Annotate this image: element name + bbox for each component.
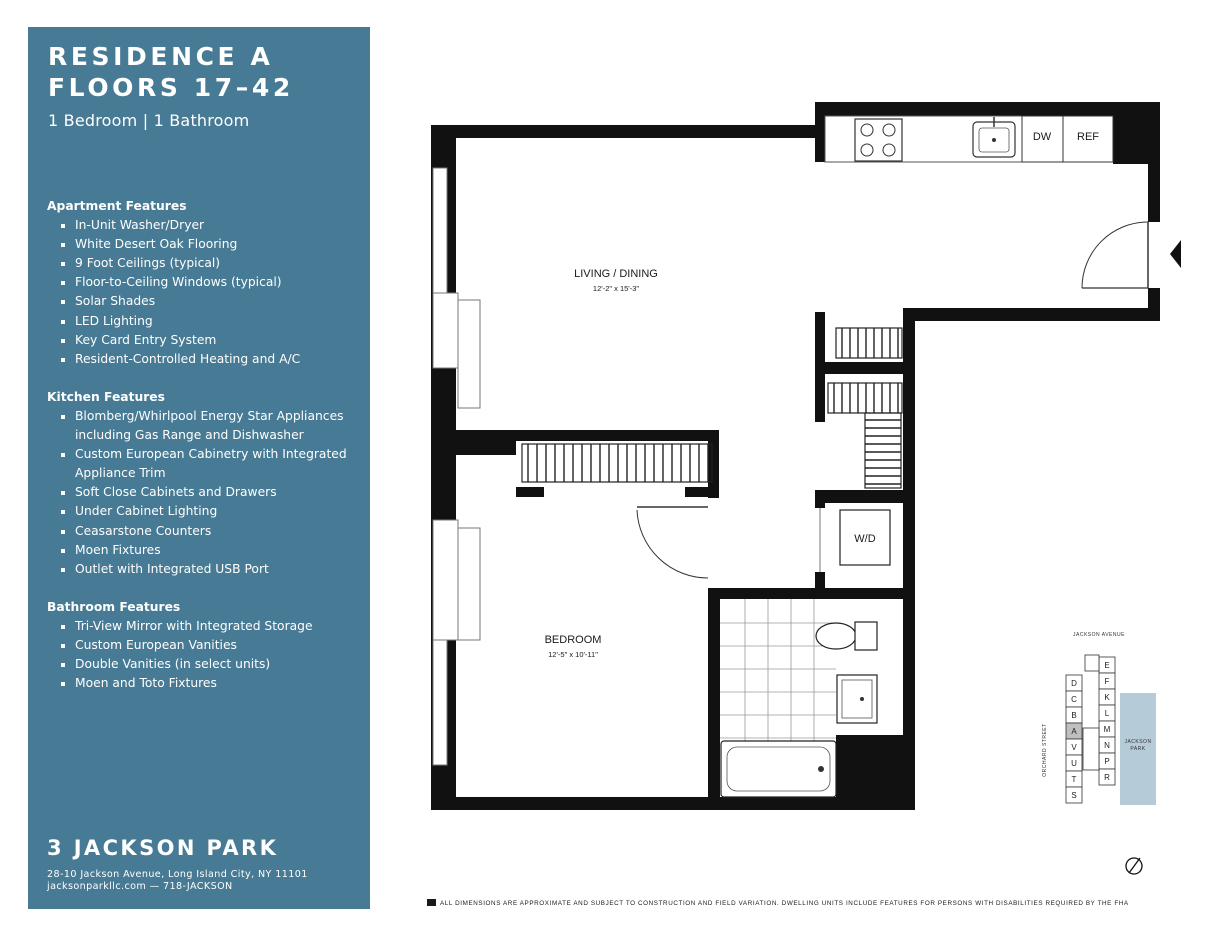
wall-bath-left xyxy=(708,588,720,810)
wall-bedroom-corner xyxy=(456,430,516,455)
living-label: LIVING / DINING xyxy=(574,268,658,280)
title-line-2: FLOORS 17–42 xyxy=(48,73,294,102)
closet-shelf xyxy=(865,413,901,488)
toilet-tank-icon xyxy=(855,622,877,650)
feature-item: 9 Foot Ceilings (typical) xyxy=(56,254,357,273)
feature-item: LED Lighting xyxy=(56,312,357,331)
feature-item: Blomberg/Whirlpool Energy Star Appliances including Gas Range and Dishwasher xyxy=(56,407,357,445)
keyplan-core xyxy=(1085,655,1099,671)
closet-shelf xyxy=(836,328,902,358)
range-icon xyxy=(855,119,902,161)
keyplan-units xyxy=(1066,655,1115,803)
keyplan-unit-label: S xyxy=(1071,791,1077,800)
drain-icon xyxy=(860,697,864,701)
keyplan-core xyxy=(1083,728,1099,770)
keyplan-unit-label: D xyxy=(1071,679,1077,688)
wall-entry-bottom xyxy=(903,308,1160,321)
keyplan-unit-label: M xyxy=(1103,725,1111,734)
wall-bath-top xyxy=(708,588,915,599)
drain-icon xyxy=(992,138,996,142)
section-heading: Bathroom Features xyxy=(47,599,181,614)
bed-bath-subtitle: 1 Bedroom | 1 Bathroom xyxy=(48,111,250,130)
disclaimer xyxy=(427,899,1129,907)
wall-closet-2-left xyxy=(815,372,825,422)
feature-item: Resident-Controlled Heating and A/C xyxy=(56,350,357,369)
bedroom-label: BEDROOM xyxy=(544,634,602,646)
feature-item: Solar Shades xyxy=(56,292,357,311)
door-swing xyxy=(637,510,708,578)
living-dims: 12'-2" x 15'-3" xyxy=(592,284,640,293)
kitchen xyxy=(825,116,1113,162)
keyplan-unit-label: L xyxy=(1104,709,1110,718)
keyplan-unit-label: U xyxy=(1071,759,1077,768)
feature-item: Outlet with Integrated USB Port xyxy=(56,560,357,579)
window xyxy=(433,520,458,640)
feature-item: Moen and Toto Fixtures xyxy=(56,674,357,693)
contact-line: jacksonparkllc.com — 718-JACKSON xyxy=(47,881,233,892)
section-heading: Kitchen Features xyxy=(47,389,165,404)
ref-label: REF xyxy=(1077,131,1099,143)
wall-wd-left-lower xyxy=(815,572,825,599)
wall-right-jamb-top xyxy=(1148,102,1160,222)
wall-kitchen-left xyxy=(815,102,825,162)
closet-shelf xyxy=(828,383,902,413)
wall-bath-shaft xyxy=(836,735,903,800)
feature-item: Ceasarstone Counters xyxy=(56,522,357,541)
wall-closet-base-left xyxy=(516,487,544,497)
wall-wd-left xyxy=(815,490,825,508)
keyplan-unit-label: B xyxy=(1071,711,1077,720)
window-shade xyxy=(458,528,480,640)
keyplan-unit-label: T xyxy=(1071,775,1077,784)
keyplan-unit-label: K xyxy=(1104,693,1110,702)
vanity-icon xyxy=(837,675,877,723)
feature-item: Custom European Cabinetry with Integrated Appliance Trim xyxy=(56,445,357,483)
keyplan-unit-label: V xyxy=(1071,743,1077,752)
bedroom-dims: 12'-5" x 10'-11" xyxy=(548,650,598,659)
keyplan-unit-label: E xyxy=(1104,661,1110,670)
keyplan-unit-label: R xyxy=(1104,773,1110,782)
wall-closet-base-right xyxy=(685,487,719,497)
keyplan-unit-label: N xyxy=(1104,741,1110,750)
window xyxy=(433,168,447,293)
section-heading: Apartment Features xyxy=(47,199,187,213)
entry-arrow-icon xyxy=(1170,240,1181,268)
park-label-1: JACKSON xyxy=(1124,739,1152,745)
entry-door xyxy=(1082,222,1181,288)
north-arrow-icon xyxy=(1126,858,1142,874)
feature-item: Tri-View Mirror with Integrated Storage xyxy=(56,617,357,636)
door-swing xyxy=(1082,222,1148,288)
feature-item: In-Unit Washer/Dryer xyxy=(56,216,357,235)
feature-item: Key Card Entry System xyxy=(56,331,357,350)
park-label-2: PARK xyxy=(1130,746,1146,752)
bedroom-door xyxy=(637,507,708,578)
window xyxy=(433,293,458,368)
wall-right-lower xyxy=(903,308,915,808)
north-needle xyxy=(1129,858,1140,873)
keyplan-unit-label: C xyxy=(1071,695,1077,704)
wall-wd-top xyxy=(815,490,910,503)
brand-name: 3 JACKSON PARK xyxy=(47,836,279,860)
closet-shelf xyxy=(522,444,712,482)
feature-item: Custom European Vanities xyxy=(56,636,357,655)
keyplan-unit-label: F xyxy=(1104,677,1110,686)
feature-item: Under Cabinet Lighting xyxy=(56,502,357,521)
wd-label: W/D xyxy=(854,533,876,545)
feature-item: Moen Fixtures xyxy=(56,541,357,560)
feature-item: Floor-to-Ceiling Windows (typical) xyxy=(56,273,357,292)
keyplan-unit-label: A xyxy=(1071,727,1077,736)
feature-item: Double Vanities (in select units) xyxy=(56,655,357,674)
keyplan-unit-label: P xyxy=(1104,757,1110,766)
dw-label: DW xyxy=(1032,131,1052,143)
address-line: 28-10 Jackson Avenue, Long Island City, NY 11101 xyxy=(47,869,308,880)
wall-kitchen-top xyxy=(815,102,1160,116)
key-plan xyxy=(1042,632,1156,874)
wall-closet-divider xyxy=(815,362,910,374)
toilet-icon xyxy=(816,623,856,649)
window xyxy=(433,640,447,765)
disclaimer-text: ALL DIMENSIONS ARE APPROXIMATE AND SUBJECT TO CONSTRUCTION AND FIELD VARIATION. DWELLING UNITS INCLUDE FEATURES FOR PERSONS WITH DISABILITIES REQUIRED BY THE FHA xyxy=(440,900,1129,907)
camera-icon xyxy=(427,899,436,906)
street-left-label: ORCHARD STREET xyxy=(1042,723,1048,777)
title-line-1: RESIDENCE A xyxy=(48,42,274,71)
tub-drain-icon xyxy=(818,766,824,772)
feature-item: Soft Close Cabinets and Drawers xyxy=(56,483,357,502)
bath-tiles xyxy=(720,599,836,741)
wall-top xyxy=(431,125,826,138)
washer-dryer xyxy=(820,508,890,572)
feature-item: White Desert Oak Flooring xyxy=(56,235,357,254)
street-top-label: JACKSON AVENUE xyxy=(1073,632,1125,638)
